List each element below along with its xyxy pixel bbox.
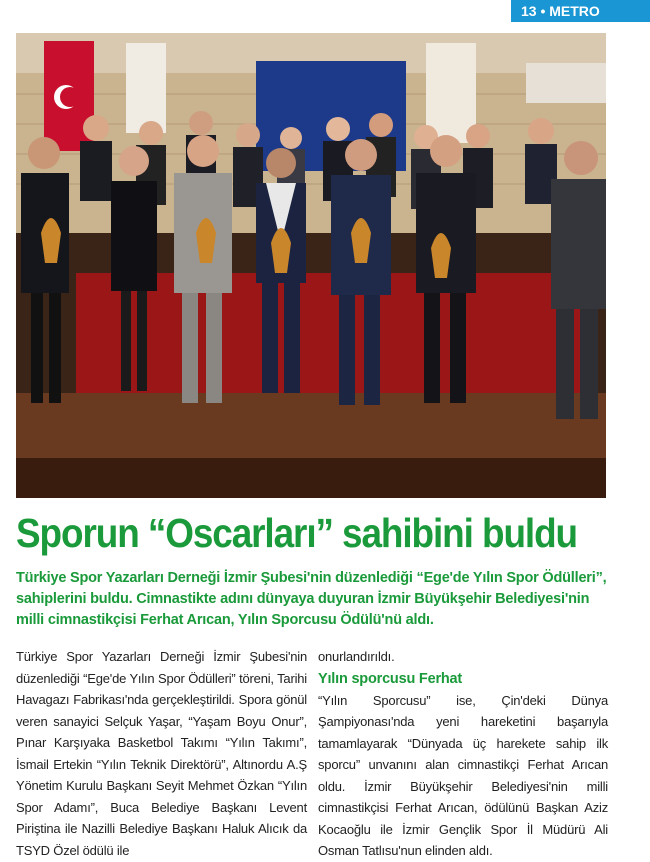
headline: Sporun “Oscarları” sahibini buldu [16,510,577,556]
body-column-2-top: onurlandırıldı. [318,649,395,664]
lead-paragraph: Türkiye Spor Yazarları Derneği İzmir Şubesi'nin düzenlediği “Ege'de Yılın Spor Ödülleri”, sahiplerini buldu. Cimnastikte adını dünyaya duyuran İzmir Büyükşehir Belediyesi'nin milli cimnastikçisi Ferhat Arıcan, Yılın Sporcusu Ödülü'nü aldı. [16,570,607,628]
body-column-2-text: “Yılın Sporcusu” ise, Çin'deki Dünya Şampiyonası'nda yeni hareketini başarıyla tamamlayarak “Dünyada üç harekete sahip ilk sporcu” unvanını alan cimnastikçi Ferhat Arıcan oldu. İzmir Büyükşehir Belediyesi'nin milli cimnastikçisi Ferhat Arıcan, ödülünü Başkan Aziz Kocaoğlu ile İzmir Gençlik Spor İl Müdürü Ali Osman Tatlısu'nun elinden aldı. [318,692,608,858]
group-photo [16,33,606,498]
body-column-1 [16,646,307,861]
body-column-1-text: Türkiye Spor Yazarları Derneği İzmir Şubesi'nin düzenlediği “Ege'de Yılın Spor Ödülleri” töreni, Tarihi Havagazı Fabrikası'nda gerçekleştirildi. Spora gönül veren sanayici Selçuk Yaşar, “Yaşam Boyu Onur”, Pınar Karşıyaka Basketbol Takımı “Yılın Takımı”, İsmail Ertekin “Yılın Teknik Direktörü”, Altınordu A.Ş Yönetim Kurulu Başkanı Seyit Mehmet Özkan “Yılın Spor Adamı”, Buca Belediye Başkanı Levent Piriştina ile Nazilli Belediye Başkanı Haluk Alıcık da TSYD Özel ödülü ile [16,649,307,858]
subhead: Yılın sporcusu Ferhat [318,670,463,687]
section-tag: 13 • METRO [511,0,650,22]
body-column-2 [318,646,608,862]
